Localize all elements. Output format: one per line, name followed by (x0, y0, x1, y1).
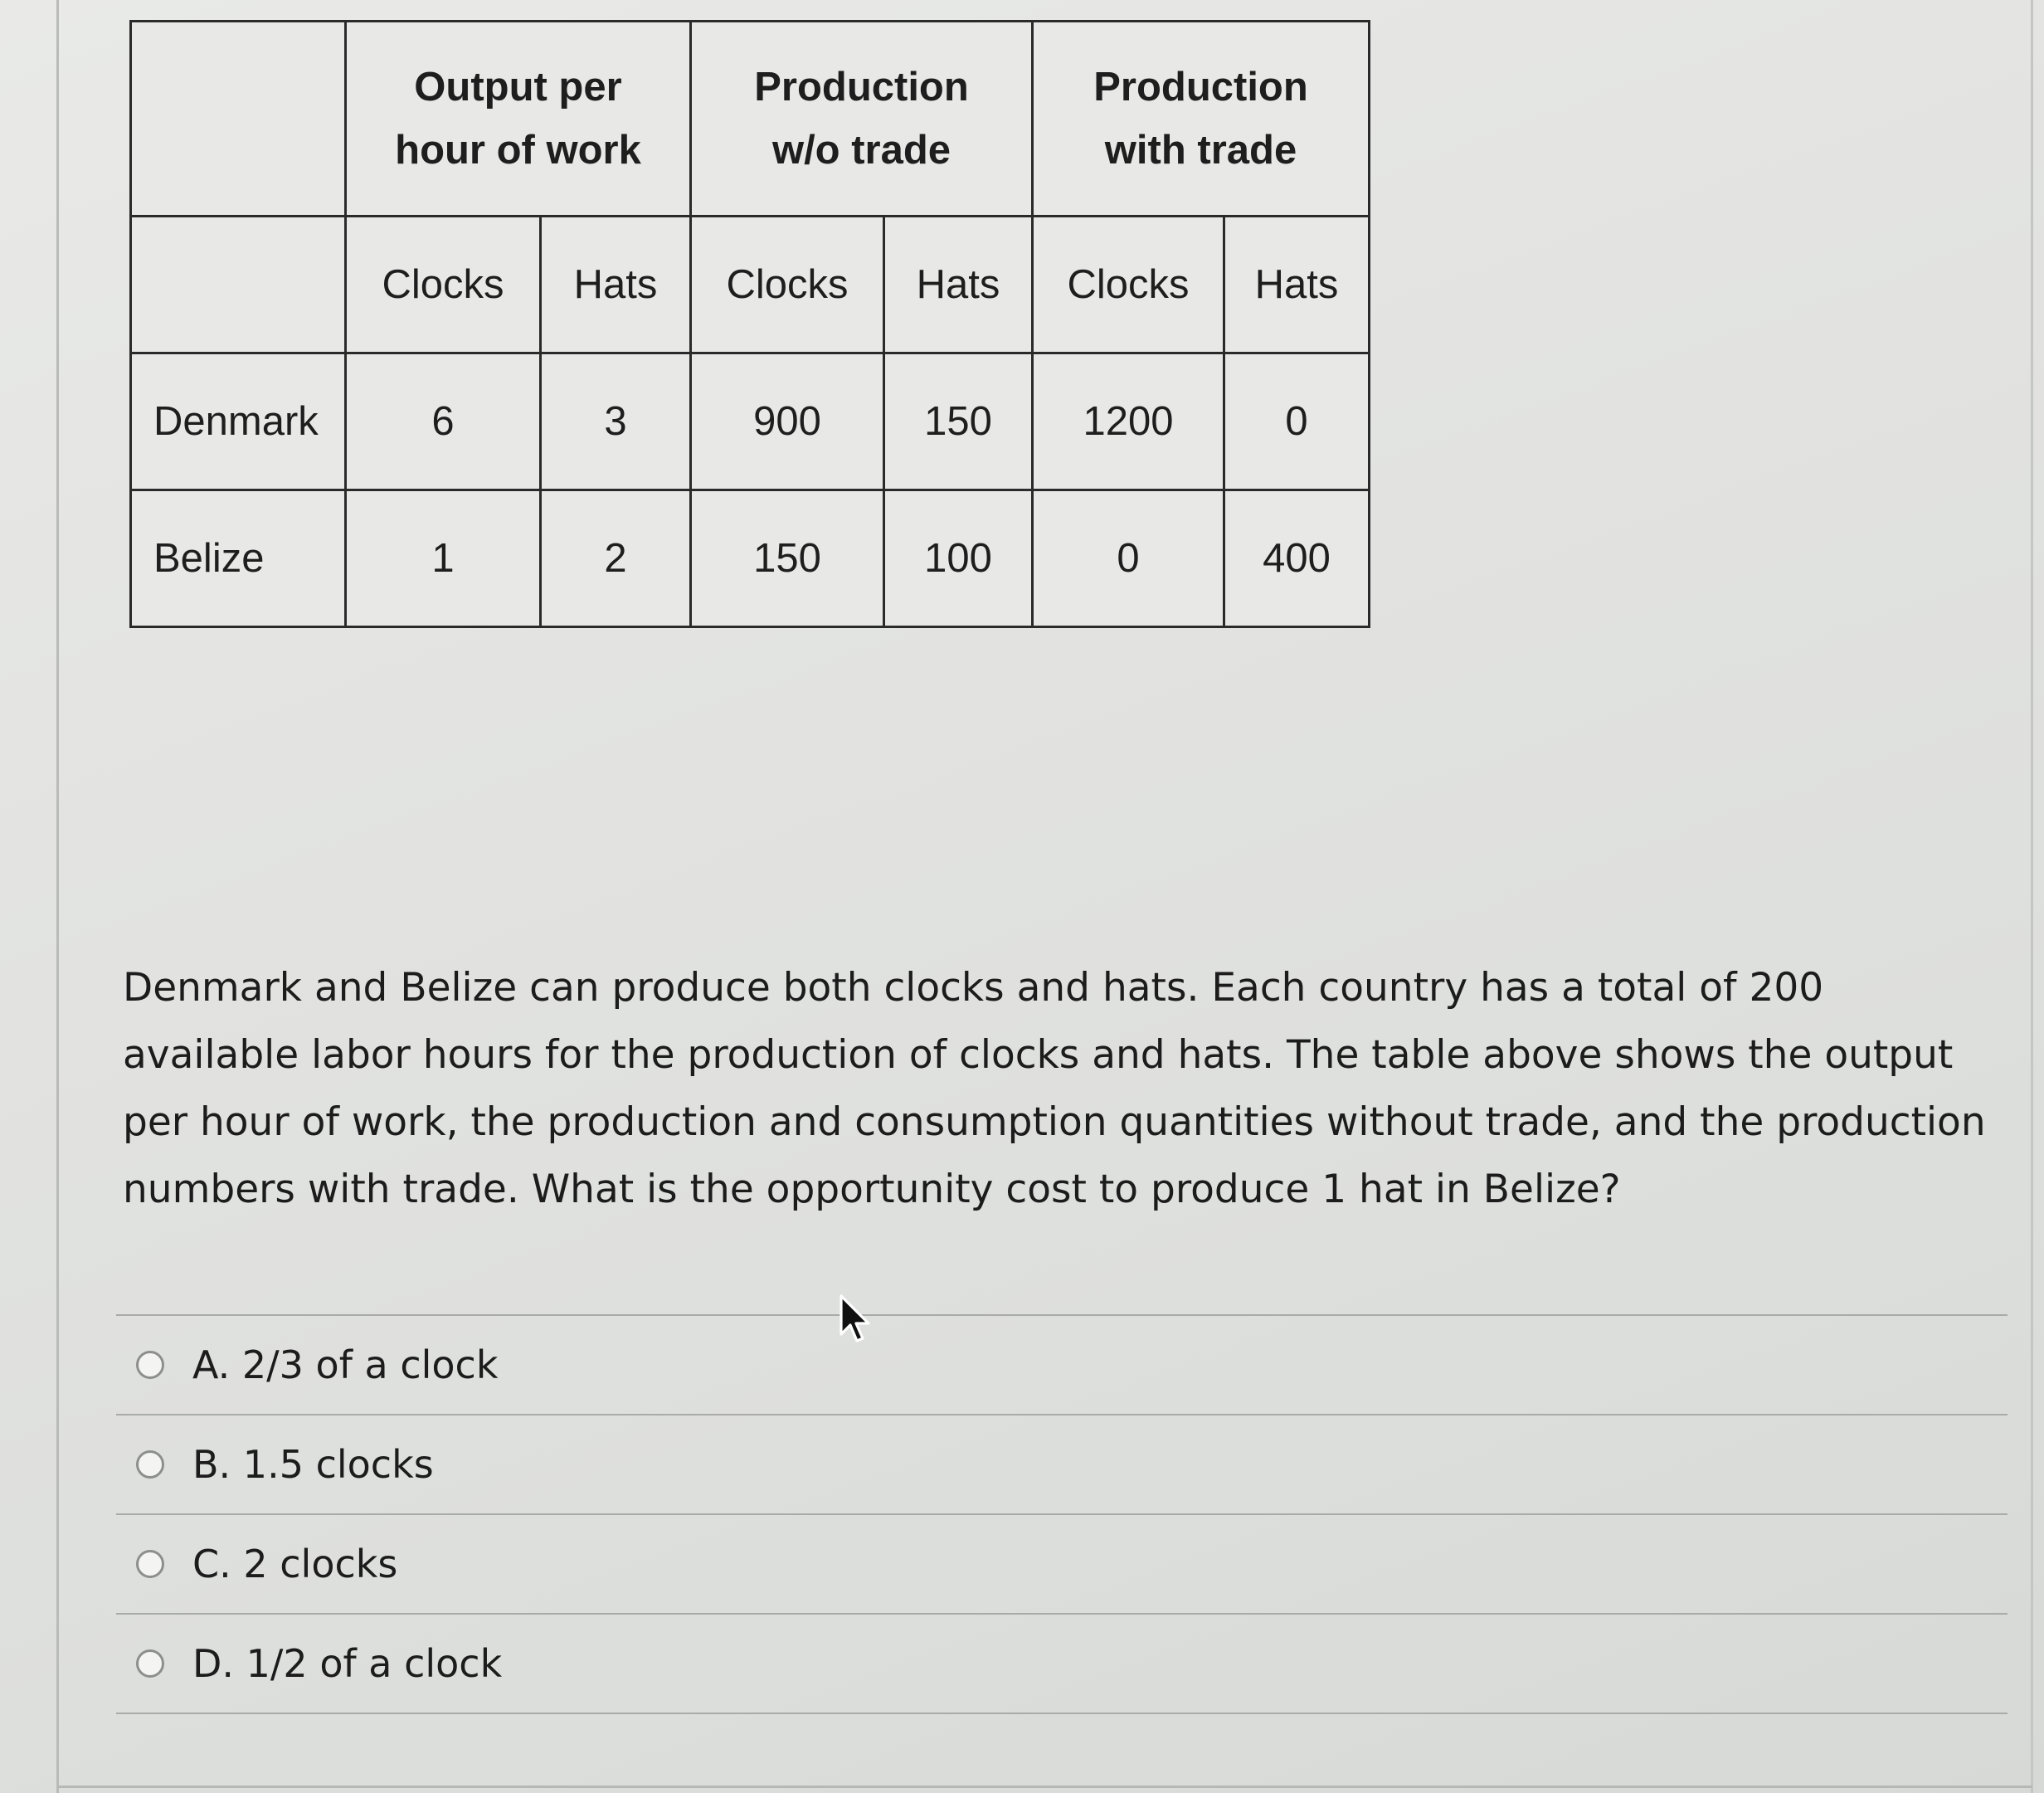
group-header-line: hour of work (395, 128, 641, 173)
table-cell: 400 (1224, 490, 1370, 627)
answer-option-label: B. 1.5 clocks (192, 1442, 434, 1487)
table-cell: 0 (1224, 353, 1370, 490)
subheader-cell: Clocks (1033, 217, 1224, 353)
left-border (56, 0, 59, 1793)
group-header-production-without-trade (691, 22, 1033, 217)
group-header-line: with trade (1104, 128, 1297, 173)
answer-option-a[interactable] (116, 1314, 2008, 1414)
subheader-cell: Hats (884, 217, 1033, 353)
group-header-output (346, 22, 691, 217)
table-cell: 2 (541, 490, 691, 627)
table-cell: 150 (691, 490, 884, 627)
table-row (131, 353, 1370, 490)
subheader-cell: Hats (541, 217, 691, 353)
group-header-line: Production (754, 65, 969, 110)
answer-option-label: D. 1/2 of a clock (192, 1641, 503, 1686)
row-header-cell: Belize (131, 490, 346, 627)
answer-option-label: C. 2 clocks (192, 1542, 398, 1586)
group-header-production-with-trade (1033, 22, 1370, 217)
production-table (129, 20, 1370, 628)
radio-button-icon[interactable] (136, 1450, 164, 1479)
table-cell: 100 (884, 490, 1033, 627)
table-cell: 150 (884, 353, 1033, 490)
table-cell: 900 (691, 353, 884, 490)
subheader-cell: Clocks (346, 217, 541, 353)
subheader-cell: Hats (1224, 217, 1370, 353)
table-subheader-row (131, 217, 1370, 353)
subheader-cell: Clocks (691, 217, 884, 353)
group-header-line: Production (1093, 65, 1308, 110)
answer-option-c[interactable] (116, 1513, 2008, 1613)
empty-header-cell (131, 22, 346, 217)
answer-option-b[interactable] (116, 1414, 2008, 1513)
table-row (131, 490, 1370, 627)
table-cell: 3 (541, 353, 691, 490)
table-cell: 1200 (1033, 353, 1224, 490)
empty-subheader-cell (131, 217, 346, 353)
radio-button-icon[interactable] (136, 1351, 164, 1379)
answer-options (116, 1314, 2008, 1714)
table-cell: 6 (346, 353, 541, 490)
table-group-header-row (131, 22, 1370, 217)
group-header-line: Output per (414, 65, 622, 110)
table-cell: 0 (1033, 490, 1224, 627)
mouse-pointer-icon (840, 1294, 873, 1346)
question-text: Denmark and Belize can produce both clocks and hats. Each country has a total of 200 available labor hours for the production of clocks and hats. The table above shows the output per hour of work, the production and consumption quantities without trade, and the production numbers with trade. What is the opportunity cost to produce 1 hat in Belize? (123, 965, 1986, 1212)
row-header-cell: Denmark (131, 353, 346, 490)
group-header-line: w/o trade (771, 128, 951, 173)
radio-button-icon[interactable] (136, 1649, 164, 1678)
bottom-border (58, 1786, 2032, 1788)
answer-option-d[interactable] (116, 1613, 2008, 1714)
right-border (2031, 0, 2033, 1793)
table-cell: 1 (346, 490, 541, 627)
answer-option-label: A. 2/3 of a clock (192, 1342, 499, 1387)
radio-button-icon[interactable] (136, 1550, 164, 1578)
